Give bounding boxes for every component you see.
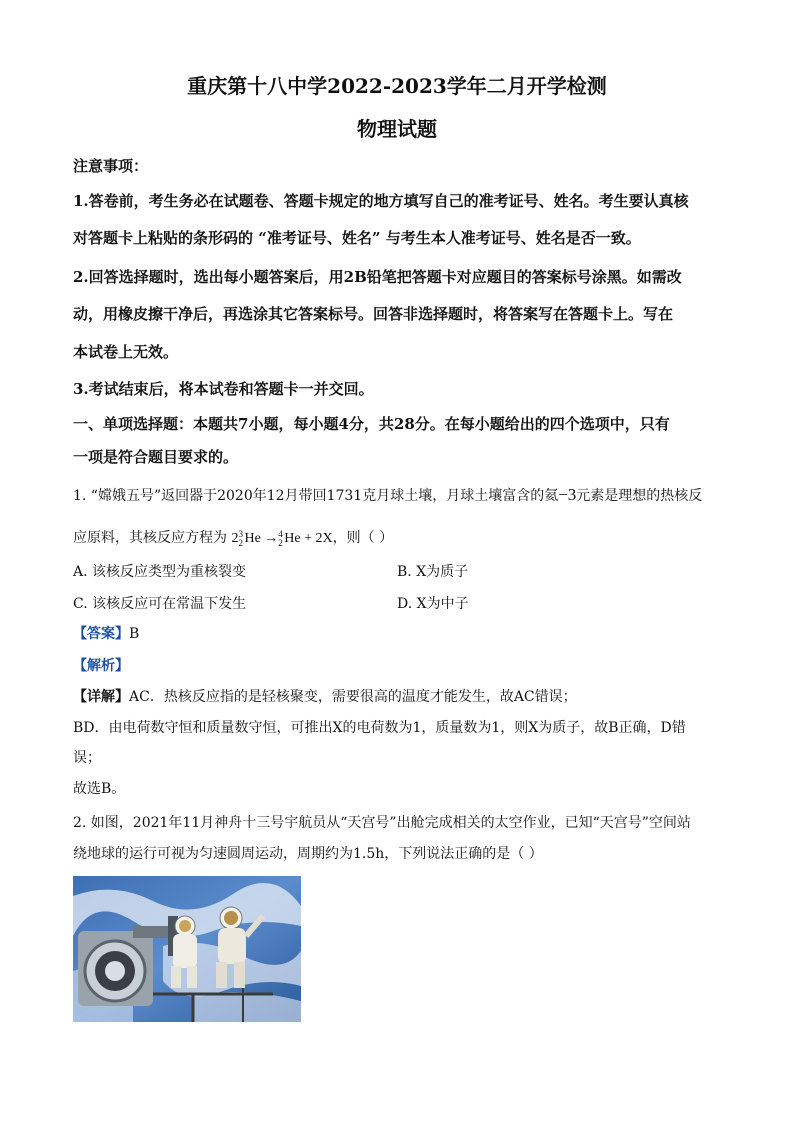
notice-item-3: 3.考试结束后，将本试卷和答题卡一并交回。 (73, 380, 374, 398)
eq-helium-1: He (244, 531, 261, 546)
answer-value: B (129, 626, 140, 642)
option-b: B. X为质子 (397, 564, 469, 580)
option-c: C. 该核反应可在常温下发生 (73, 596, 247, 612)
question-2-line-2: 绕地球的运行可视为匀速圆周运动，周期约为1.5h，下列说法正确的是（ ） (73, 846, 543, 862)
helium-3-label: −3 (558, 485, 577, 504)
eq-coefficient: 2 (231, 531, 239, 546)
spacewalk-illustration (73, 876, 301, 1022)
question-1-text-d: 应原料，其核反应方程为 (73, 530, 227, 546)
eq-helium-2: He + 2X (284, 531, 333, 546)
page-subtitle: 物理试题 (357, 117, 437, 141)
question-1-text-a: 1. “嫦娥五号”返回器于2020年12月带回1731克月球土壤，月球土壤富含的氦 (73, 488, 559, 504)
question-2-line-1: 2. 如图，2021年11月神舟十三号宇航员从“天宫号”出舱完成相关的太空作业，已知“天宫号”空间站 (73, 815, 691, 831)
answer-tag: 【答案】 (73, 626, 129, 642)
detail-line-4: 故选B。 (73, 781, 126, 797)
notice-item-1-line-2: 对答题卡上粘贴的条形码的 “准考证号、姓名” 与考生本人准考证号、姓名是否一致。 (73, 229, 641, 247)
detail-line-1 (73, 686, 577, 706)
question-1-line-2 (73, 527, 393, 548)
eq-arrow: → (264, 531, 279, 546)
notice-item-2-line-2: 动，用橡皮擦干净后，再选涂其它答案标号。回答非选择题时，将答案写在答题卡上。写在 (73, 305, 674, 323)
notice-heading: 注意事项： (73, 157, 149, 175)
astronaut-spacewalk-image (73, 876, 301, 1022)
eq-mass-2: 4 (278, 528, 283, 539)
detail-text-1: AC．热核反应指的是轻核聚变，需要很高的温度才能发生，故AC错误； (129, 689, 577, 705)
notice-item-1-line-1: 1.答卷前，考生务必在试题卷、答题卡规定的地方填写自己的准考证号、姓名。考生要认真核 (73, 192, 689, 210)
option-d: D. X为中子 (397, 596, 469, 612)
notice-item-2-line-3: 本试卷上无效。 (73, 343, 179, 361)
section-heading-line-1: 一、单项选择题：本题共7小题，每小题4分，共28分。在每小题给出的四个选项中，只有 (73, 415, 670, 433)
page-title: 重庆第十八中学2022-2023学年二月开学检测 (187, 74, 607, 98)
question-1-line-1 (73, 485, 702, 505)
option-a: A. 该核反应类型为重核裂变 (73, 564, 247, 580)
answer-line (73, 623, 139, 643)
detail-line-2: BD．由电荷数守恒和质量数守恒，可推出X的电荷数为1，质量数为1，则X为质子，故B正确，D错 (73, 720, 686, 736)
eq-mass-1: 3 (238, 528, 243, 539)
eq-charge-2: 2 (278, 537, 283, 548)
notice-item-2-line-1: 2.回答选择题时，选出每小题答案后，用2B铅笔把答题卡对应题目的答案标号涂黑。如需改 (73, 268, 682, 286)
eq-charge-1: 2 (238, 537, 243, 548)
nuclear-equation (231, 528, 333, 548)
analysis-line (73, 655, 129, 675)
detail-tag: 【详解】 (73, 689, 129, 705)
question-1-text-c: 元素是理想的热核反 (576, 488, 703, 504)
analysis-tag: 【解析】 (73, 658, 129, 674)
section-heading-line-2: 一项是符合题目要求的。 (73, 448, 239, 466)
detail-line-3: 误； (73, 750, 101, 766)
question-1-text-e: ，则（ ） (332, 530, 394, 546)
